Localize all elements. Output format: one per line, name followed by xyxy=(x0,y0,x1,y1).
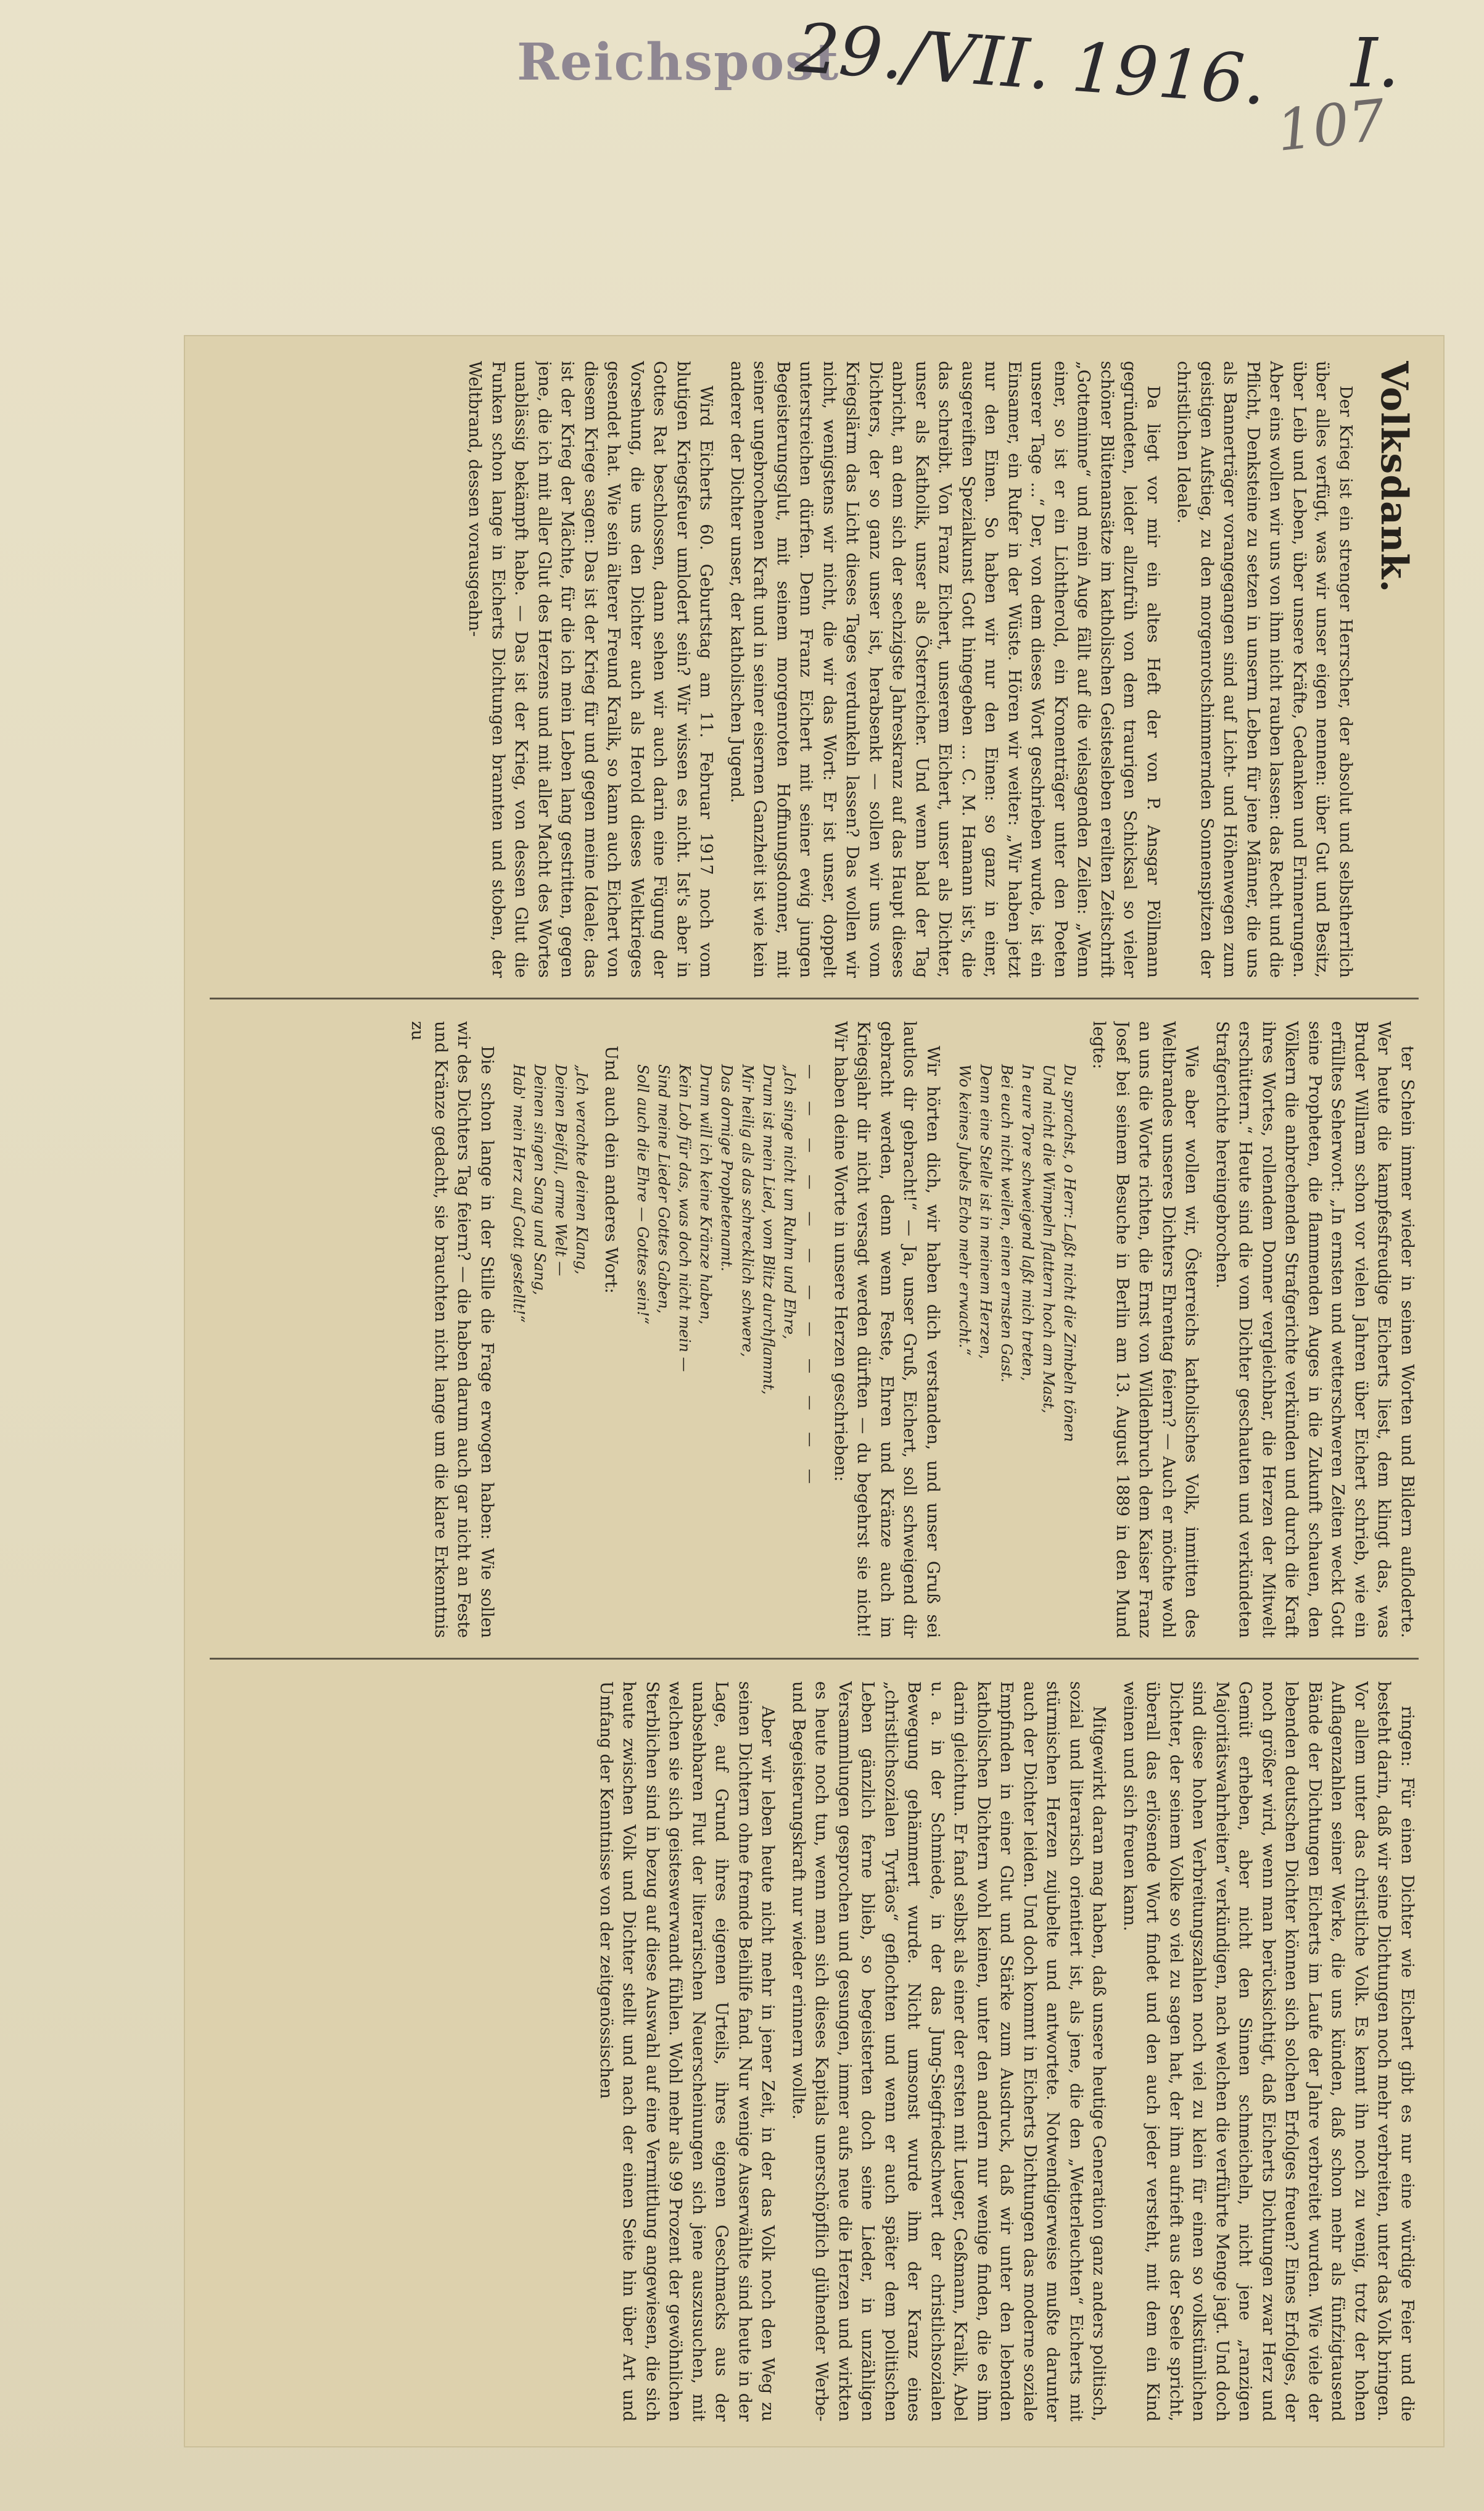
verse-line: Mir heilig als das schrecklich schwere, xyxy=(739,1064,757,1357)
article-headline: Volksdank. xyxy=(1372,361,1416,594)
paragraph: Da liegt vor mir ein altes Heft der von P. Ansgar Pöllmann gegründeten, leider allzufrüh von dem traurigen Schicksal so vieler schöner Blütenansätze im katholischen Geistesleben ereilten Zeitschrift „Gotteminne“ und mein Auge fällt auf die vielsagenden Zeilen: „Wenn einer, so ist er ein Lichtherold, ein Kronenträger unter den Poeten unserer Tage ...“ Der, von dem dieses Wort geschrieben wurde, ist ein Einsamer, ein Rufer in der Wüste. Hören wir weiter: „Wir haben jetzt nur den Einen. So haben wir nur den Einen: so ganz in einer, ausgereiften Spezialkunst Gott hingegeben ... C. M. Hamann ist's, die das schreibt. Von Franz Eichert, unserem Eichert, unser als Dichter, unser als Katholik, unser als Österreicher. Und wenn bald der Tag anbricht, an dem sich der sechzigste Jahreskranz auf das Haupt dieses Dichters, der so ganz unser ist, herabsenkt — sollen wir uns vom Kriegslärm das Licht dieses Tages verdunkeln lassen? Das wollen wir nicht, wenigstens wir nicht, die wir das Wort: Er ist unser, doppelt unterstreichen dürfen. Denn Franz Eichert mit seiner ewig jungen Begeisterungsglut, mit seinem morgenroten Hoffnungsdonner, mit seiner ungebrochenen Kraft und in seiner eisernen Ganzheit ist wie kein anderer der Dichter unser, der katholischen Jugend. xyxy=(727,361,1163,978)
verse-line: Deinen singen Sang und Sang, xyxy=(531,1064,548,1296)
verse-wildenbruch xyxy=(954,1064,1080,1638)
verse-line: Kein Lob für das, was doch nicht mein — xyxy=(676,1064,694,1372)
verse-line: In eure Tore schweigend laßt mich treten, xyxy=(1019,1064,1036,1381)
paragraph: Wie aber wollen wir, Österreichs katholisches Volk, inmitten des Weltbrandes unseres Dichters Ehrentag feiern? — Auch er möchte wohl an uns die Worte richten, die Ernst von Wildenbruch dem Kaiser Franz Josef bei seinem Besuche in Berlin am 13. August 1889 in den Mund legte: xyxy=(1089,1021,1202,1638)
handwritten-roman-numeral: I. xyxy=(1351,23,1399,102)
verse-line: „Ich verachte deinen Klang, xyxy=(573,1064,590,1275)
clipping-text-rotated xyxy=(185,336,1443,2446)
verse-line: Drum ist mein Lied, vom Blitz durchflammt, xyxy=(760,1064,778,1395)
verse-eichert-1 xyxy=(633,1064,822,1638)
column-divider xyxy=(210,1658,1419,1660)
paragraph: Mitgewirkt daran mag haben, daß unsere heutige Generation ganz anders politisch, sozial und literarisch orientiert ist, als jene, die den „Wetterleuchten“ Eicherts mit stürmischen Herzen zujubelte und antwortete. Notwendigerweise mußte darunter auch der Dichter leiden. Und doch kommt in Eicherts Dichtungen das moderne soziale Empfinden in einer Glut und Stärke zum Ausdruck, daß wir unter den lebenden katholischen Dichtern wohl keinen, unter den andern nur wenige finden, die es ihm darin gleichtun. Er fand selbst als einer der ersten mit Lueger, Geßmann, Kralik, Abel u. a. in der Schmiede, in der das Jung-Siegfriedschwert der christlichsozialen Bewegung gehämmert wurde. Nicht umsonst wurde ihm der Kranz eines „christlichsozialen Tyrtäos“ geflochten und wenn er auch später dem politischen Leben gänzlich ferne blieb, so begeisterten doch seine Lieder, in unzähligen Versammlungen gesprochen und gesungen, immer aufs neue die Herzen und wirkten es heute noch tun, wenn man sich dieses Kapitals unerschöpflich glühender Werbe- und Begeisterungskraft nur wieder erinnern wollte. xyxy=(789,1681,1109,2422)
paragraph: Der Krieg ist ein strenger Herrscher, der absolut und selbstherrlich über alles verfügt, was wir unser eigen nennen: über Gut und Besitz, über Leib und Leben, über unsere Kräfte, Gedanken und Erinnerungen. Aber eins wollen wir uns von ihm nicht rauben lassen: das Recht und die Pflicht, Denksteine zu setzen in unserm Leben für jene Männer, die uns als Bannerträger vorangegangen sind auf Licht- und Höhenwegen zum geistigen Aufstieg, zu den morgenrotschimmernden Sonnenspitzen der christlichen Ideale. xyxy=(1174,361,1355,978)
verse-line: „Ich singe nicht um Ruhm und Ehre, xyxy=(781,1064,799,1339)
paragraph: ringen: Für einen Dichter wie Eichert gibt es nur eine würdige Feier und die besteht darin, daß wir seine Dichtungen noch mehr verbreiten, unter das Volk bringen. Vor allem unter das christliche Volk. Es kennt ihn noch zu wenig, trotz der hohen Auflagenzahlen seiner Werke, die uns künden, daß schon mehr als fünfzigtausend Bände der Dichtungen Eicherts im Laufe der Jahre verbreitet wurden. Wie viele der lebenden deutschen Dichter können sich solchen Erfolges freuen? Eines Erfolges, der noch größer wird, wenn man berücksichtigt, daß Eicherts Dichtungen zwar Herz und Gemüt erheben, aber nicht den Sinnen schmeicheln, nicht jene „ranzigen Majoritätswahrheiten“ verkündigen, nach welchen die verführte Menge jagt. Und doch sind diese hohen Verbreitungszahlen noch viel zu klein für einen so volkstümlichen Dichter, der seinem Volke so viel zu sagen hat, der ihm aufrieft aus der Seele spricht, überall das erlösende Wort findet und den auch jeder versteht, mit dem ein Kind weinen und sich freuen kann. xyxy=(1120,1681,1417,2422)
verse-line: Hab' mein Herz auf Gott gestellt!“ xyxy=(510,1064,527,1323)
column-divider xyxy=(210,998,1419,999)
verse-line: Sind meine Lieder Gottes Gaben, xyxy=(655,1064,673,1314)
paragraph: Und auch dein anderes Wort: xyxy=(601,1046,621,1294)
paragraph: Aber wir leben heute nicht mehr in jener Zeit, in der das Volk noch den Weg zu seinen Dichtern ohne fremde Beihilfe fand. Nur wenige Auserwählte sind heute in der Lage, auf Grund ihres eigenen Urteils, ihres eigenen Geschmacks aus der unabsehbaren Flut der literarischen Neuerscheinungen sich jene auszusuchen, mit welchen sie sich geisteswerwandt fühlen. Wohl mehr als 99 Prozent der gewöhnlichen Sterblichen sind in bezug auf diese Auswahl auf eine Vermittlung angewiesen, die sich heute zwischen Volk und Dichter stellt und nach der einen Seite hin über Art und Umfang der Kenntnisse von der zeitgenössischen xyxy=(596,1681,778,2422)
column-3 xyxy=(210,1681,1419,2422)
verse-line: Wo keines Jubels Echo mehr erwacht.“ xyxy=(956,1064,973,1356)
handwritten-page-number: 107 xyxy=(1273,87,1388,164)
verse-line: Das dornige Prophetenamt. xyxy=(718,1064,736,1272)
paragraph: Wir hörten dich, wir haben dich verstanden, und unser Gruß sei lautlos dir gebracht!“ — Ja, unser Gruß, Eichert, soll schweigend dir gebracht werden, denn wenn Feste, Ehren und Kränze auch im Kriegsjahr dir nicht versagt werden dürften — du begehrst sie nicht! Wir haben deine Worte in unsere Herzen geschrieben: xyxy=(831,1021,942,1638)
verse-line: Und nicht die Wimpeln flattern hoch am Mast, xyxy=(1040,1064,1057,1413)
column-2 xyxy=(210,1021,1419,1638)
verse-line: Denn eine Stelle ist in meinem Herzen, xyxy=(977,1064,994,1359)
verse-line: Du sprachst, o Herr: Laßt nicht die Zimbeln tönen xyxy=(1061,1064,1078,1442)
paragraph: Die schon lange in der Stille die Frage erwogen haben: Wie sollen wir des Dichters Tag feiern? — die haben darum auch gar nicht an Feste und Kränze gedacht, sie brauchten nicht lange um die klare Erkenntnis zu xyxy=(408,1021,497,1638)
verse-eichert-2 xyxy=(508,1064,592,1638)
newspaper-stamp: Reichspost xyxy=(517,33,840,92)
paragraph: ter Schein immer wieder in seinen Worten und Bildern aufloderte. Wer heute die kampfesfreudige Eicherts liest, dem klingt das, was Bruder Willram schon vor vielen Jahren über Eichert schrieb, wie ein erfülltes Seherwort: „In ernsten und wetterschweren Zeiten weckt Gott seine Propheten, die flammenden Auges in die Zukunft schauen, den Völkern die anbrechenden Strafgerichte verkünden und durch die Kraft ihres Wortes, rollendem Donner vergleichbar, die Herzen der Mitwelt erschüttern.“ Heute sind die vom Dichter geschauten und verkündeten Strafgerichte hereingebrochen. xyxy=(1213,1021,1417,1638)
verse-dashes: — — — — — — — — — — — — xyxy=(802,1064,820,1492)
verse-line: Drum will ich keine Kränze haben, xyxy=(697,1064,715,1325)
column-1 xyxy=(210,361,1419,978)
newspaper-clipping xyxy=(185,336,1443,2446)
verse-line: Deinen Beifall, arme Welt — xyxy=(552,1064,569,1276)
verse-line: Soll auch die Ehre — Gottes sein!“ xyxy=(634,1064,652,1325)
handwritten-date: 29./VII. 1916. xyxy=(793,8,1269,120)
verse-line: Bei euch nicht weilen, einen ernsten Gast. xyxy=(998,1064,1015,1383)
paragraph: Wird Eicherts 60. Geburtstag am 11. Februar 1917 noch vom blutigen Kriegsfeuer umlodert sein? Wir wissen es nicht. Ist's aber in Gottes Rat beschlossen, dann sehen wir auch darin eine Fügung der Vorsehung, die uns den Dichter auch als Herold dieses Weltkrieges gesendet hat. Wie sein älterer Freund Kralik, so kann auch Eichert von diesem Kriege sagen: Das ist der Krieg für und gegen meine Ideale; das ist der Krieg der Mächte, für die ich mein Leben lang gestritten, gegen jene, die ich mit aller Glut des Herzens und mit aller Macht des Wortes unablässig bekämpft habe. — Das ist der Krieg, von dessen Glut die Funken schon lange in Eicherts Dichtungen brannten und stoben, der Weltbrand, dessen vorausgeahn- xyxy=(465,361,716,978)
